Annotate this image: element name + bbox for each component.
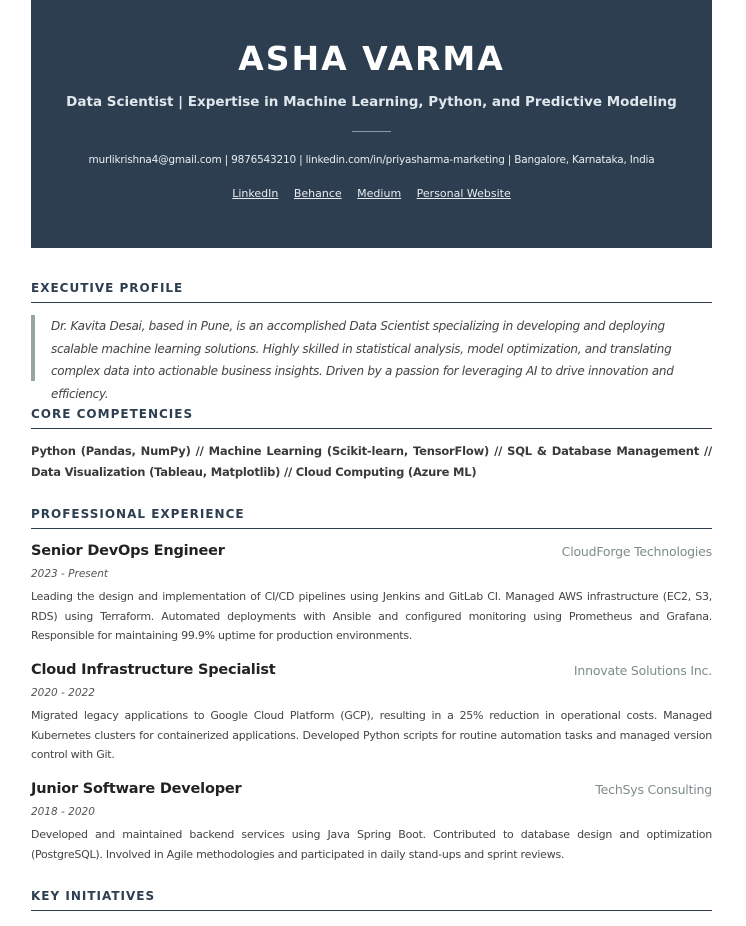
- job-title: Cloud Infrastructure Specialist: [31, 662, 276, 678]
- job-dates: 2020 - 2022: [31, 687, 95, 699]
- core-competencies-text: Python (Pandas, NumPy) // Machine Learning (Scikit-learn, TensorFlow) // SQL & Database Management // Data Visualization (Tableau, Matplotlib) // Cloud Computing (Azure ML): [31, 444, 712, 479]
- link-linkedin[interactable]: LinkedIn: [232, 187, 279, 200]
- job-description: Leading the design and implementation of CI/CD pipelines using Jenkins and GitLab CI. Managed AWS infrastructure (EC2, S3, RDS) using Terraform. Automated deployments with Ansible and configured monitoring using Prometheus and Grafana. Responsible for maintaining 99.9% uptime for production environments.: [31, 590, 712, 642]
- resume-header: [31, 0, 712, 248]
- job-company: Innovate Solutions Inc.: [573, 663, 712, 678]
- section-title-executive-profile: EXECUTIVE PROFILE: [31, 281, 712, 303]
- job-title: Junior Software Developer: [31, 781, 242, 797]
- header-divider: [352, 131, 391, 132]
- section-title-key-initiatives: KEY INITIATIVES: [31, 889, 712, 911]
- executive-profile-text: Dr. Kavita Desai, based in Pune, is an accomplished Data Scientist specializing in developing and deploying scalable machine learning solutions. Highly skilled in statistical analysis, model optimization, and translating complex data into actionable business insights. Driven by a passion for leveraging AI to drive innovation and efficiency.: [31, 315, 712, 381]
- contact-info: murlikrishna4@gmail.com | 9876543210 | linkedin.com/in/priyasharma-marketing | Bangalore, Karnataka, India: [88, 154, 655, 166]
- candidate-tagline: Data Scientist | Expertise in Machine Learning, Python, and Predictive Modeling: [66, 94, 677, 110]
- resume-page: [31, 0, 712, 903]
- job-company: CloudForge Technologies: [561, 544, 712, 559]
- job-company: TechSys Consulting: [595, 782, 712, 797]
- link-behance[interactable]: Behance: [293, 187, 342, 200]
- link-medium[interactable]: Medium: [357, 187, 402, 200]
- job-title: Senior DevOps Engineer: [31, 543, 225, 559]
- section-title-core-competencies: CORE COMPETENCIES: [31, 407, 712, 429]
- candidate-name: ASHA VARMA: [238, 39, 505, 78]
- section-title-professional-experience: PROFESSIONAL EXPERIENCE: [31, 507, 712, 529]
- job-description: Migrated legacy applications to Google Cloud Platform (GCP), resulting in a 25% reduction in operational costs. Managed Kubernetes clusters for containerized applications. Developed Python scripts for routine automation tasks and managed version control with Git.: [31, 709, 712, 761]
- job-description: Developed and maintained backend services using Java Spring Boot. Contributed to database design and optimization (PostgreSQL). Involved in Agile methodologies and participated in daily stand-ups and sprint reviews.: [31, 828, 712, 861]
- job-dates: 2018 - 2020: [31, 806, 95, 818]
- profile-links: [31, 186, 712, 201]
- link-personal-website[interactable]: Personal Website: [416, 187, 511, 200]
- job-dates: 2023 - Present: [31, 568, 108, 580]
